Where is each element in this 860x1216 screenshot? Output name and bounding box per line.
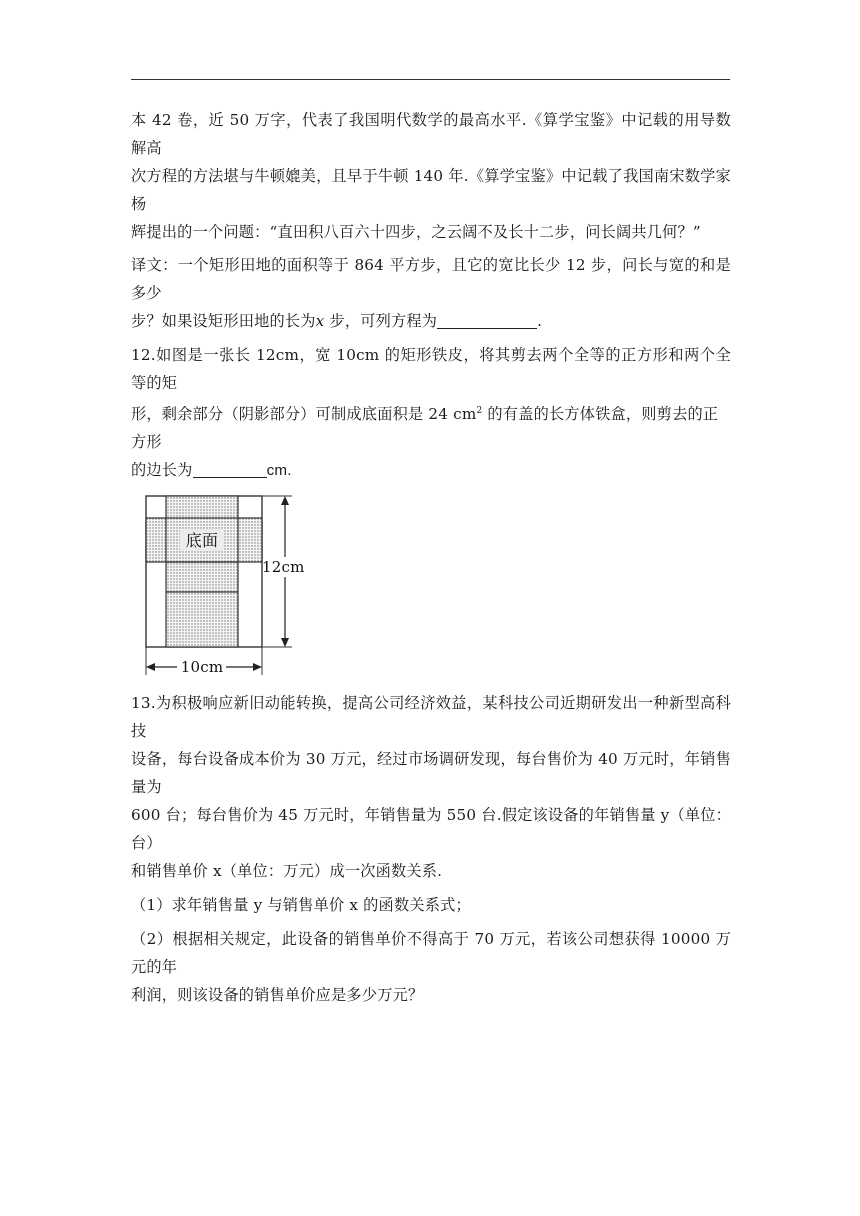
height-arrowhead-up bbox=[281, 496, 289, 505]
q12-line-1: 12.如图是一张长 12cm，宽 10cm 的矩形铁皮，将其剪去两个全等的正方形和两个全等的矩 bbox=[131, 346, 731, 392]
q11-text-b: 步，可列方程为 bbox=[324, 312, 438, 330]
q11-var-x: x bbox=[315, 312, 325, 330]
q12-line-3 bbox=[131, 456, 731, 485]
height-label: 12cm bbox=[262, 558, 305, 577]
intro-line-1: 本 42 卷，近 50 万字，代表了我国明代数学的最高水平.《算学宝鉴》中记载的用导数解高 bbox=[131, 111, 731, 157]
q12-answer-blank[interactable] bbox=[193, 461, 267, 478]
q11-answer-blank[interactable] bbox=[437, 312, 537, 329]
q11-translation-line-2 bbox=[131, 307, 731, 335]
q12-line-2 bbox=[131, 397, 731, 456]
q11-end: . bbox=[537, 312, 543, 330]
q12-text-a: 形，剩余部分（阴影部分）可制成底面积是 24 cm bbox=[131, 405, 477, 424]
q12-superscript: 2 bbox=[476, 406, 483, 416]
q12-text-c: 的边长为 bbox=[131, 461, 193, 480]
q12-unit: cm. bbox=[266, 462, 292, 480]
intro-line-3: 辉提出的一个问题：“直田积八百六十四步，之云阔不及长十二步，问长阔共几何？” bbox=[131, 223, 701, 241]
q12-text-b: 的有盖的长方体铁盒，则剪去的正方形 bbox=[131, 405, 719, 452]
q11-translation-line-1: 译文：一个矩形田地的面积等于 864 平方步，且它的宽比长少 12 步，问长与宽的和是多少 bbox=[131, 256, 731, 302]
q11-text-a: 步？如果设矩形田地的长为 bbox=[131, 312, 316, 330]
q13-line-1: 13.为积极响应新旧动能转换，提高公司经济效益，某科技公司近期研发出一种新型高科技 bbox=[131, 694, 731, 741]
q13-line-4: 和销售单价 x（单位：万元）成一次函数关系. bbox=[131, 862, 443, 881]
q12-figure-area bbox=[131, 491, 731, 681]
q13-part-2-line-2: 利润，则该设备的销售单价应是多少万元？ bbox=[131, 986, 424, 1005]
q13-line-3: 600 台；每台售价为 45 万元时，年销售量为 550 台.假定该设备的年销售量 y（单位：台） bbox=[131, 806, 731, 853]
iron-sheet-figure bbox=[140, 491, 330, 677]
height-arrowhead-down bbox=[281, 638, 289, 647]
header-rule bbox=[131, 79, 730, 80]
intro-line-2: 次方程的方法堪与牛顿媲美，且早于牛顿 140 年.《算学宝鉴》中记载了我国南宋数学家杨 bbox=[131, 167, 731, 213]
width-arrowhead-right bbox=[253, 663, 262, 671]
q13-line-2: 设备，每台设备成本价为 30 万元，经过市场调研发现，每台售价为 40 万元时，年销售量为 bbox=[131, 750, 731, 797]
base-label: 底面 bbox=[185, 531, 219, 551]
q13-part-2-line-1: （2）根据相关规定，此设备的销售单价不得高于 70 万元，若该公司想获得 10000 万元的年 bbox=[131, 930, 731, 977]
width-arrowhead-left bbox=[146, 663, 155, 671]
page-content bbox=[131, 106, 731, 1009]
width-label: 10cm bbox=[180, 658, 224, 677]
q13-part-1: （1）求年销售量 y 与销售单价 x 的函数关系式； bbox=[131, 896, 471, 915]
